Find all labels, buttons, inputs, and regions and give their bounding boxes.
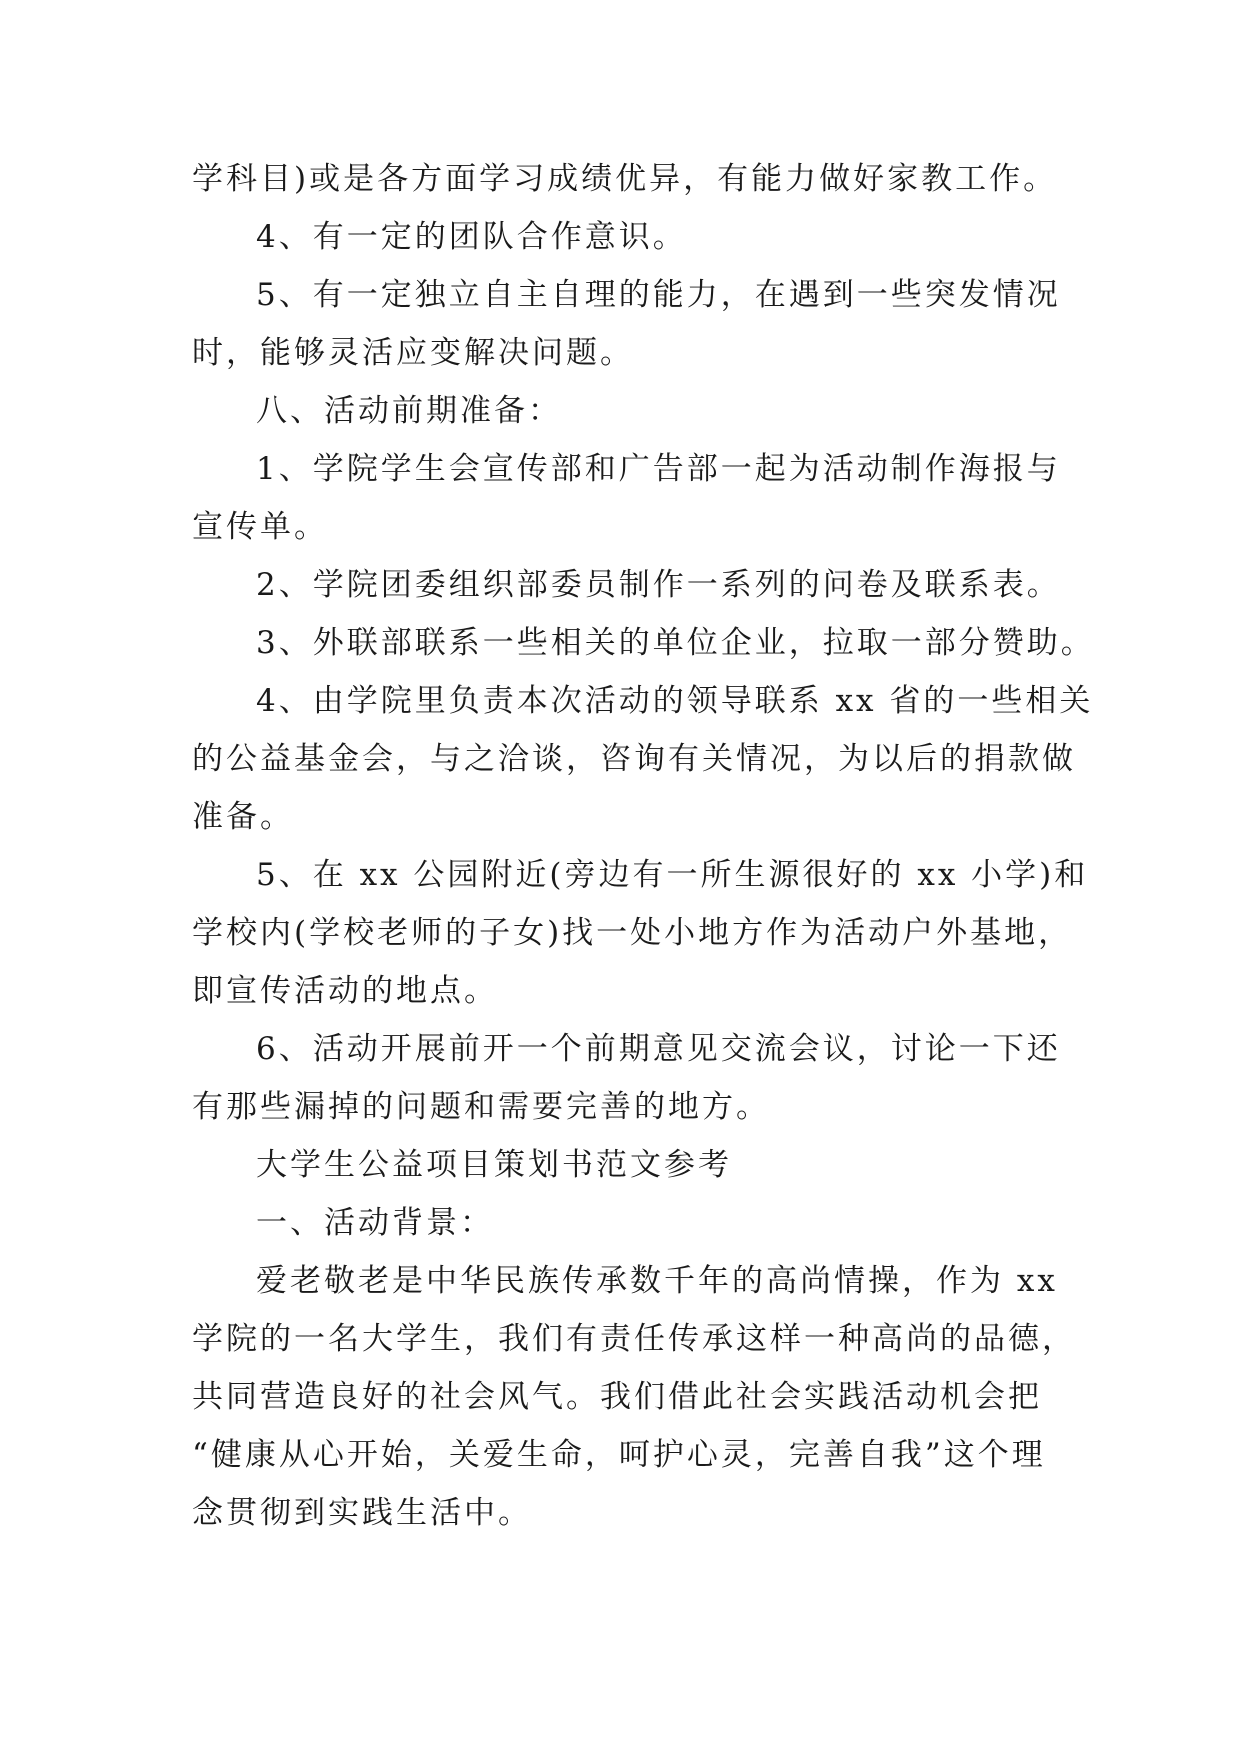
text-line: 学科目)或是各方面学习成绩优异，有能力做好家教工作。 xyxy=(192,161,1058,197)
section-heading: 八、活动前期准备： xyxy=(256,393,562,429)
text-line: 时，能够灵活应变解决问题。 xyxy=(192,335,634,371)
list-item: 4、有一定的团队合作意识。 xyxy=(256,219,687,255)
text-line: “健康从心开始，关爱生命，呵护心灵，完善自我”这个理 xyxy=(192,1437,1046,1473)
list-item: 4、由学院里负责本次活动的领导联系 xx 省的一些相关 xyxy=(256,683,1094,719)
text-line: 共同营造良好的社会风气。我们借此社会实践活动机会把 xyxy=(192,1379,1042,1415)
text-line: 准备。 xyxy=(192,799,294,835)
list-item: 5、有一定独立自主自理的能力，在遇到一些突发情况 xyxy=(256,277,1061,313)
list-item: 5、在 xx 公园附近(旁边有一所生源很好的 xx 小学)和 xyxy=(256,857,1089,893)
text-line: 的公益基金会，与之洽谈，咨询有关情况，为以后的捐款做 xyxy=(192,741,1076,777)
text-line: 学校内(学校老师的子女)找一处小地方作为活动户外基地， xyxy=(192,915,1073,951)
document-body xyxy=(192,150,1095,1542)
list-item: 3、外联部联系一些相关的单位企业，拉取一部分赞助。 xyxy=(256,625,1095,661)
list-item: 6、活动开展前开一个前期意见交流会议，讨论一下还 xyxy=(256,1031,1061,1067)
text-line: 有那些漏掉的问题和需要完善的地方。 xyxy=(192,1089,770,1125)
list-item: 1、学院学生会宣传部和广告部一起为活动制作海报与 xyxy=(256,451,1061,487)
list-item: 2、学院团委组织部委员制作一系列的问卷及联系表。 xyxy=(256,567,1061,603)
section-heading: 一、活动背景： xyxy=(256,1205,494,1241)
text-line: 学院的一名大学生，我们有责任传承这样一种高尚的品德， xyxy=(192,1321,1076,1357)
document-title: 大学生公益项目策划书范文参考 xyxy=(256,1147,732,1183)
text-line: 即宣传活动的地点。 xyxy=(192,973,498,1009)
text-line: 宣传单。 xyxy=(192,509,328,545)
text-line: 念贯彻到实践生活中。 xyxy=(192,1495,532,1531)
paragraph-start: 爱老敬老是中华民族传承数千年的高尚情操，作为 xx xyxy=(256,1263,1058,1299)
